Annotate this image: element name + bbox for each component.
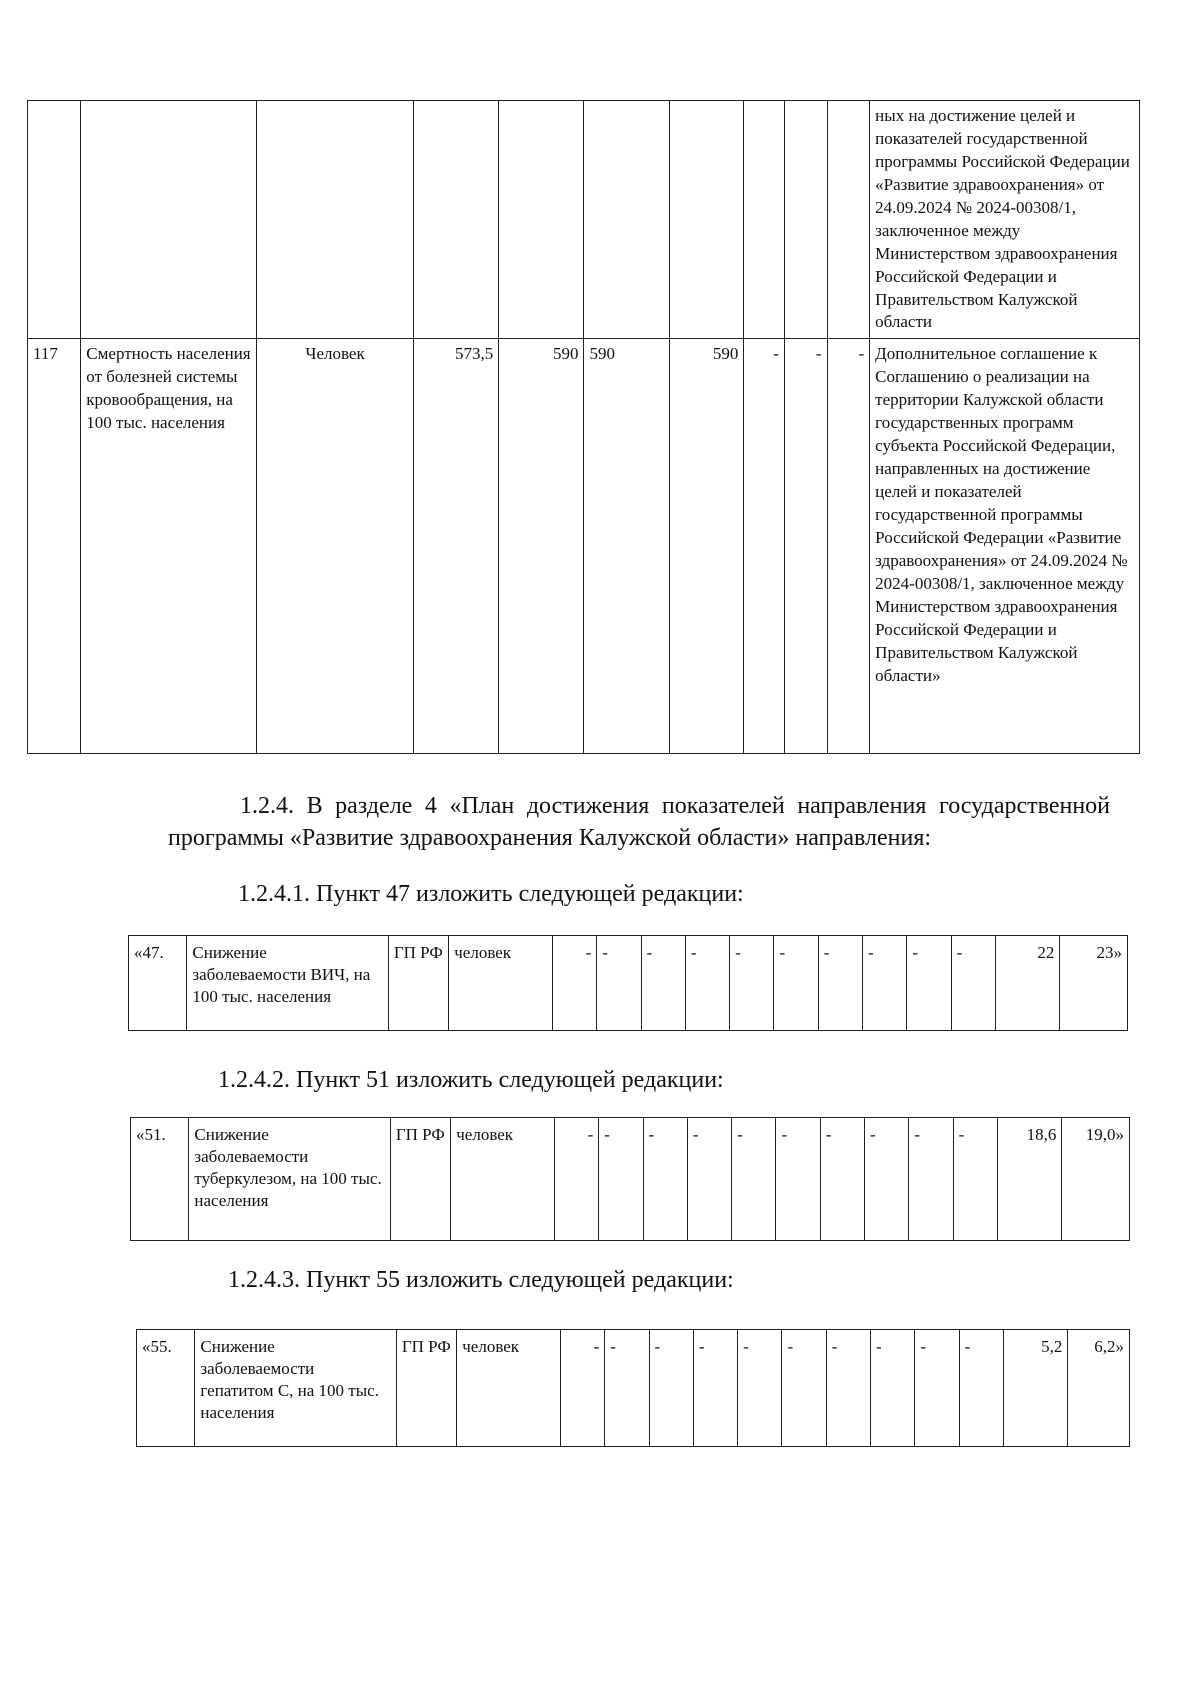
dash-cell: - — [953, 1118, 997, 1241]
paragraph-1-2-4-3: 1.2.4.3. Пункт 55 изложить следующей редакции: — [228, 1267, 734, 1293]
table-cell — [784, 101, 827, 339]
table-cell — [257, 101, 414, 339]
value-cell: 23» — [1060, 936, 1128, 1031]
dash-cell: - — [560, 1330, 604, 1447]
value-cell: 18,6 — [997, 1118, 1061, 1241]
point-47-table — [128, 935, 1128, 1031]
dash-cell: - — [863, 936, 907, 1031]
dash-cell: - — [820, 1118, 864, 1241]
source-cell: ГП РФ — [396, 1330, 456, 1447]
dash-cell: - — [605, 1330, 649, 1447]
dash-cell: - — [685, 936, 729, 1031]
dash-cell: - — [826, 1330, 870, 1447]
dash-cell: - — [907, 936, 951, 1031]
indicator-name: Снижение заболеваемости ВИЧ, на 100 тыс. населения — [187, 936, 388, 1031]
table-cell — [28, 101, 81, 339]
value-cell: 19,0» — [1062, 1118, 1130, 1241]
dash-cell: - — [782, 1330, 826, 1447]
point-number: «55. — [137, 1330, 195, 1447]
dash-cell: - — [915, 1330, 959, 1447]
table-cell — [413, 101, 498, 339]
point-number: «47. — [129, 936, 187, 1031]
dash-cell: - — [738, 1330, 782, 1447]
dash-cell: - — [693, 1330, 737, 1447]
value-cell: 22 — [995, 936, 1059, 1031]
dash-cell: - — [776, 1118, 820, 1241]
dash-cell: - — [818, 936, 862, 1031]
table-row — [28, 101, 1140, 339]
table-cell — [744, 101, 785, 339]
dash-cell: - — [649, 1330, 693, 1447]
indicators-table-continued — [27, 100, 1140, 754]
value-cell: 590 — [584, 339, 669, 754]
table-row-117 — [28, 339, 1140, 754]
unit-cell: человек — [457, 1330, 561, 1447]
unit-cell: человек — [449, 936, 553, 1031]
unit-cell: человек — [451, 1118, 555, 1241]
indicator-name: Снижение заболеваемости гепатитом С, на 100 тыс. населения — [195, 1330, 396, 1447]
dash-cell: - — [599, 1118, 643, 1241]
value-cell: 573,5 — [413, 339, 498, 754]
dash-cell: - — [732, 1118, 776, 1241]
table-cell — [669, 101, 744, 339]
unit-cell: Человек — [257, 339, 414, 754]
dash-cell: - — [597, 936, 641, 1031]
table-row — [129, 936, 1128, 1031]
paragraph-1-2-4: 1.2.4. В разделе 4 «План достижения показателей направления государственной программы «Развитие здравоохранения Калужской области» направления: — [168, 793, 1110, 852]
point-number: «51. — [131, 1118, 189, 1241]
table-cell — [499, 101, 584, 339]
dash-cell: - — [827, 339, 870, 754]
dash-cell: - — [784, 339, 827, 754]
dash-cell: - — [554, 1118, 598, 1241]
indicator-name: Снижение заболеваемости туберкулезом, на 100 тыс. населения — [189, 1118, 390, 1241]
dash-cell: - — [951, 936, 995, 1031]
table-cell — [81, 101, 257, 339]
dash-cell: - — [871, 1330, 915, 1447]
dash-cell: - — [552, 936, 596, 1031]
indicator-name: Смертность населения от болезней системы кровообращения, на 100 тыс. населения — [81, 339, 257, 754]
point-55-table — [136, 1329, 1130, 1447]
value-cell: 5,2 — [1003, 1330, 1067, 1447]
value-cell: 590 — [669, 339, 744, 754]
dash-cell: - — [687, 1118, 731, 1241]
dash-cell: - — [774, 936, 818, 1031]
dash-cell: - — [641, 936, 685, 1031]
source-cell: ГП РФ — [390, 1118, 450, 1241]
value-cell: 6,2» — [1068, 1330, 1130, 1447]
dash-cell: - — [744, 339, 785, 754]
table-row — [137, 1330, 1130, 1447]
dash-cell: - — [959, 1330, 1003, 1447]
table-cell — [827, 101, 870, 339]
row-description: ных на достижение целей и показателей государственной программы Российской Федерации «Развитие здравоохранения» от 24.09.2024 № 2024-00308/1, заключенное между Министерством здравоохранения Российской Федерации и Правительством Калужской области — [870, 101, 1140, 339]
dash-cell: - — [865, 1118, 909, 1241]
paragraph-1-2-4-1: 1.2.4.1. Пункт 47 изложить следующей редакции: — [238, 881, 744, 907]
source-cell: ГП РФ — [388, 936, 448, 1031]
dash-cell: - — [730, 936, 774, 1031]
dash-cell: - — [643, 1118, 687, 1241]
point-51-table — [130, 1117, 1130, 1241]
table-cell — [584, 101, 669, 339]
table-row — [131, 1118, 1130, 1241]
paragraph-1-2-4-2: 1.2.4.2. Пункт 51 изложить следующей редакции: — [218, 1067, 724, 1093]
dash-cell: - — [909, 1118, 953, 1241]
row-number: 117 — [28, 339, 81, 754]
row-description: Дополнительное соглашение к Соглашению о реализации на территории Калужской области государственных программ субъекта Российской Федерации, направленных на достижение целей и показателей государственной программы Российской Федерации «Развитие здравоохранения» от 24.09.2024 № 2024-00308/1, заключенное между Министерством здравоохранения Российской Федерации и Правительством Калужской области» — [870, 339, 1140, 754]
value-cell: 590 — [499, 339, 584, 754]
